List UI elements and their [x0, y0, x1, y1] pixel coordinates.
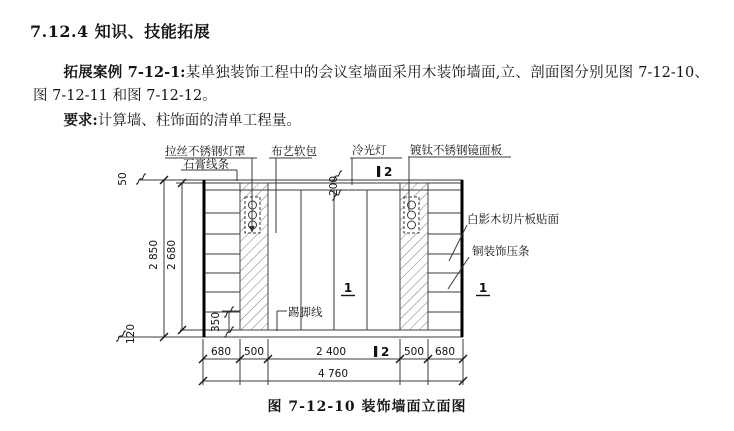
lamp-fixture-right	[404, 197, 419, 233]
label-wood-veneer: 白影木切片板贴面	[467, 212, 559, 226]
dim-total-height: 2 850	[148, 239, 160, 271]
case-paragraph	[33, 61, 709, 109]
label-copper-strip: 铜装饰压条	[472, 244, 530, 258]
case-text: 某单独装饰工程中的会议室墙面采用木装饰墙面,立、剖面图分别见图 7-12-10、图 7-12-11 和图 7-12-12。	[33, 64, 709, 104]
requirement-text: 计算墙、柱饰面的清单工程量。	[97, 112, 301, 129]
dim-top-gap: 50	[117, 172, 129, 186]
label-skirting: 踢脚线	[288, 305, 323, 319]
label-lamp-cover: 拉丝不锈钢灯罩	[165, 144, 246, 158]
svg-text:2: 2	[384, 165, 393, 179]
label-fabric-panel: 布艺软包	[271, 144, 317, 158]
dim-total-width: 4 760	[317, 368, 349, 380]
dim-center-panel: 2 400	[315, 346, 347, 358]
dim-left-panel: 680	[210, 346, 232, 358]
section-mark-1-center	[341, 281, 355, 296]
elevation-drawing	[0, 135, 734, 396]
requirement-paragraph	[33, 109, 709, 134]
dim-band-height: 200	[328, 175, 340, 197]
section-mark-1-right	[476, 281, 490, 296]
svg-text:1: 1	[478, 281, 488, 295]
label-gypsum-molding: 石膏线条	[183, 157, 229, 171]
dim-right-panel: 680	[434, 346, 456, 358]
dim-left-column: 500	[243, 346, 265, 358]
svg-text:2: 2	[381, 345, 390, 359]
case-label: 拓展案例 7-12-1:	[63, 63, 186, 81]
requirement-label: 要求:	[63, 111, 98, 129]
section-heading: 7.12.4 知识、技能拓展	[30, 22, 211, 42]
label-cold-light: 冷光灯	[352, 143, 387, 157]
dim-bottom-gap: 120	[125, 323, 137, 345]
label-mirror-panel: 镀钛不锈钢镜面板	[410, 143, 502, 157]
dim-inner-height: 2 680	[166, 239, 178, 271]
section-mark-2-bottom	[374, 345, 389, 359]
dim-skirting-height: 350	[210, 311, 222, 333]
section-mark-2-top	[377, 165, 392, 179]
figure-caption: 图 7-12-10 装饰墙面立面图	[267, 399, 467, 415]
svg-text:1: 1	[343, 281, 353, 295]
dim-right-column: 500	[403, 346, 425, 358]
